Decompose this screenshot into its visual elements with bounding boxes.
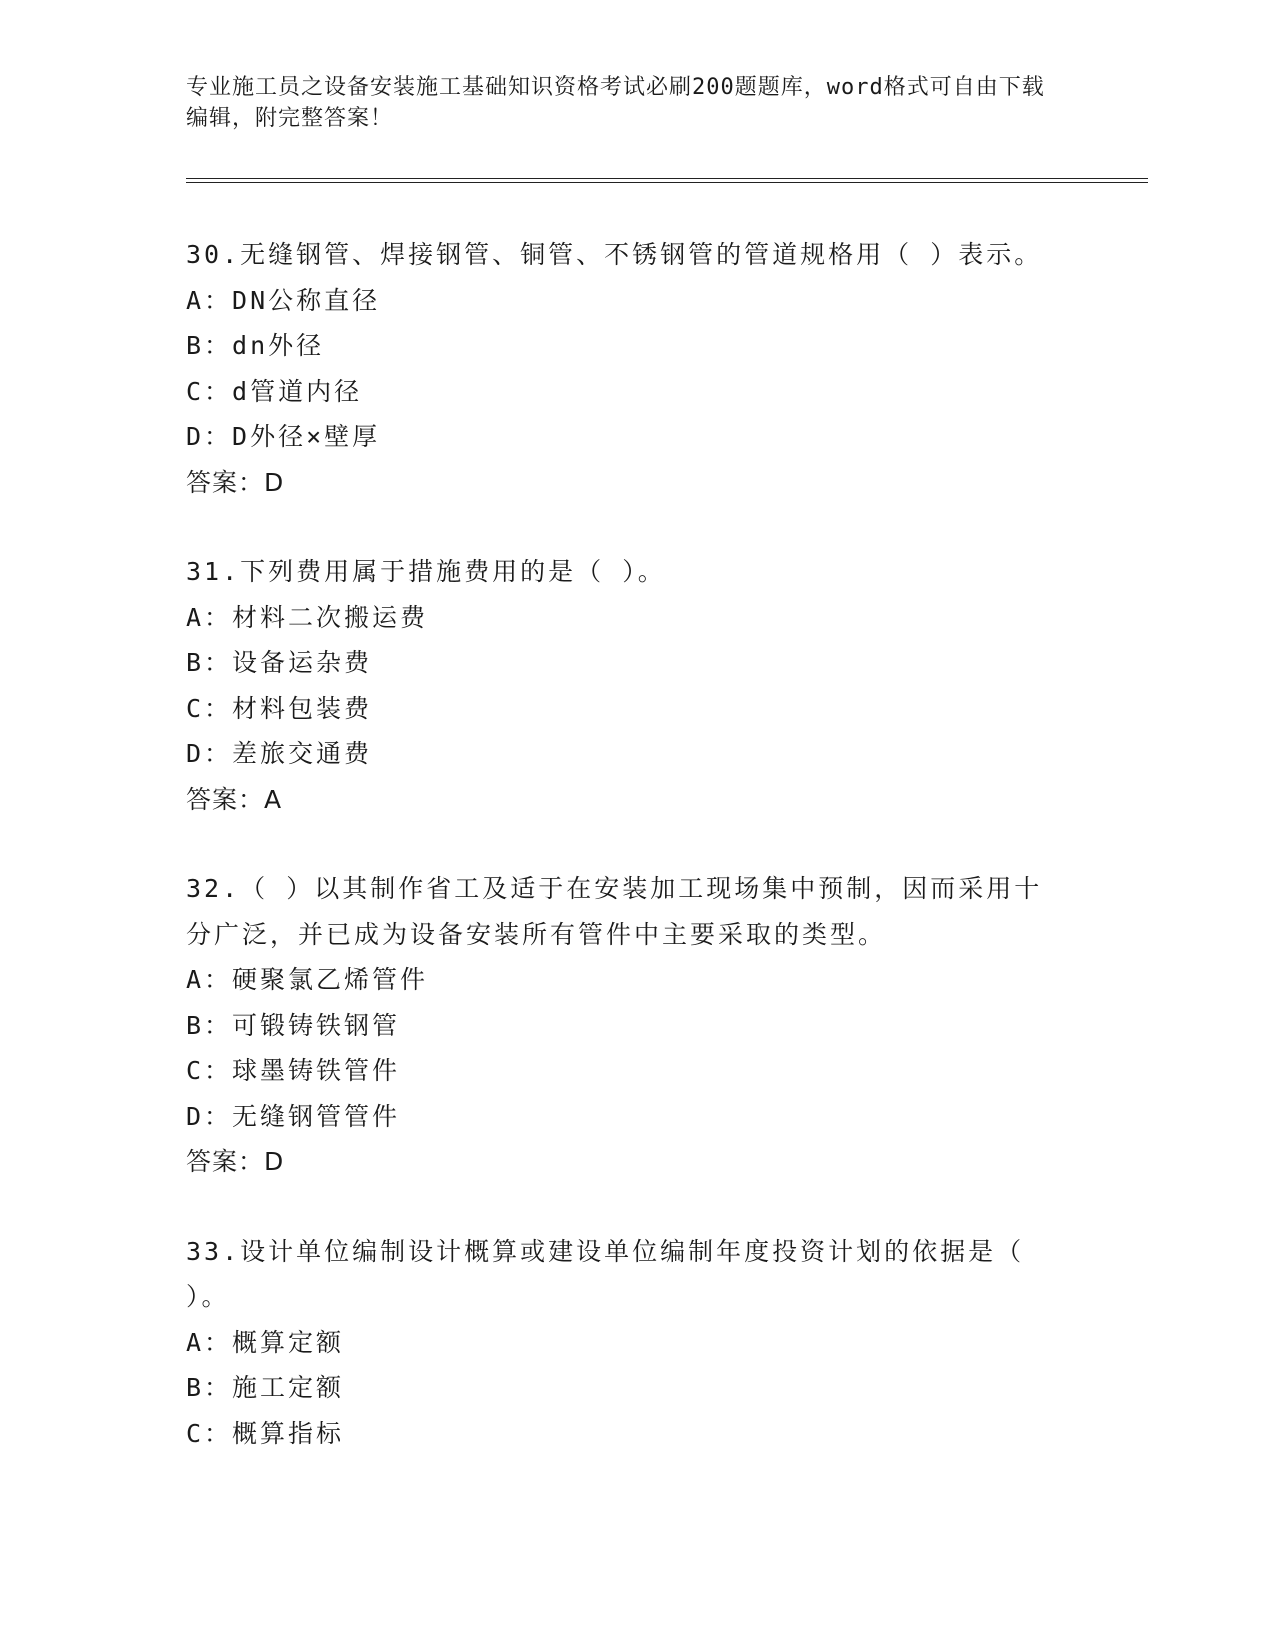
question-stem: 30.无缝钢管、焊接钢管、铜管、不锈钢管的管道规格用（ ）表示。 [186,240,1043,269]
option-c: C：材料包装费 [186,693,373,723]
option-c: C：球墨铸铁管件 [186,1056,401,1085]
header-divider [186,178,1148,183]
option-b: B：设备运杂费 [186,648,373,677]
question-32 [186,866,1056,1185]
question-list [186,232,1056,1500]
question-31 [186,549,1056,822]
question-stem: 31.下列费用属于措施费用的是（ ）。 [186,557,666,586]
option-d: D：无缝钢管管件 [186,1101,401,1131]
option-a: A：材料二次搬运费 [186,602,429,632]
option-c: C：概算指标 [186,1418,345,1448]
question-30 [186,232,1056,505]
question-stem: 32.（ ）以其制作省工及适于在安装加工现场集中预制，因而采用十分广泛，并已成为设备安装所有管件中主要采取的类型。 [186,874,1043,949]
option-d: D：D外径×壁厚 [186,422,381,451]
option-c: C：d管道内径 [186,376,363,406]
question-stem: 33.设计单位编制设计概算或建设单位编制年度投资计划的依据是（ ）。 [186,1236,1025,1311]
question-33 [186,1229,1056,1457]
option-d: D：差旅交通费 [186,739,373,768]
option-a: A：DN公称直径 [186,285,381,315]
option-a: A：硬聚氯乙烯管件 [186,965,429,994]
answer-line: 答案：D [186,1147,285,1176]
option-b: B：施工定额 [186,1373,345,1402]
answer-line: 答案：D [186,467,285,497]
document-header: 专业施工员之设备安装施工基础知识资格考试必刷200题题库，word格式可自由下载编辑，附完整答案！ [186,75,1045,131]
option-a: A：概算定额 [186,1327,345,1357]
option-b: B：dn外径 [186,331,325,360]
option-b: B：可锻铸铁钢管 [186,1010,401,1040]
answer-line: 答案：A [186,784,283,814]
